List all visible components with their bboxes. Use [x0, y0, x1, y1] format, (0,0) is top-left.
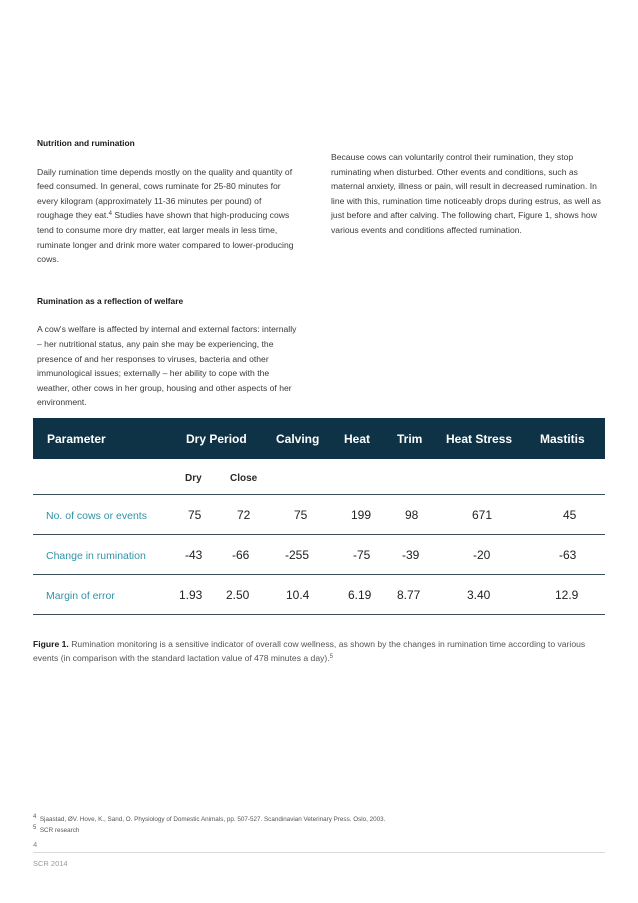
footnote-4: $^4$ Sjaastad, ØV. Hove, K., Sand, O. Physiology of Domestic Animals, pp. 507-527. Scandinavian Veterinary Press. Oslo, 2003. [33, 814, 386, 823]
section-text-nutrition: Daily rumination time depends mostly on the quality and quantity of feed consumed. In general, cows ruminate for 25-80 minutes for every kilogram (approximately 11-36 minutes per pound) of roughage they eat.$^4$ Studies have shown that high-producing cows tend to consume more dry matter, eat larger meals in less time, ruminate longer and drink more water compared to lower-producing cows. [37, 166, 294, 265]
footnote-ref-4: 4 [108, 211, 113, 218]
section-heading-welfare: Rumination as a reflection of welfare [37, 295, 184, 306]
cell-mastitis: 45 [563, 508, 577, 522]
header-heat: Heat [344, 431, 371, 446]
figure-caption [33, 637, 608, 665]
caption-label: Figure 1. [33, 639, 69, 649]
cell-calving: 10.4 [286, 588, 310, 602]
section-text-welfare: A cow's welfare is affected by internal and external factors: internally – her nutritional status, any pain she may be experiencing, the presence of and her responses to viruses, bacteria and other immunological issues; externally – her ability to cope with the weather, other cows in her group, housing and other aspects of her environment. [37, 324, 297, 408]
cell-mastitis: 12.9 [555, 588, 579, 602]
cell-dry: 75 [188, 508, 202, 522]
cell-heat: 6.19 [348, 588, 372, 602]
cell-close: 72 [237, 508, 251, 522]
cell-heat: -75 [353, 548, 371, 562]
cell-heat-stress: 3.40 [467, 588, 491, 602]
cell-trim: -39 [402, 548, 420, 562]
footnote-5: $^5$ SCR research [33, 825, 80, 834]
footnotes [33, 814, 385, 836]
table-header [33, 418, 605, 459]
cell-calving: -255 [285, 548, 310, 562]
left-column [37, 136, 299, 410]
table-row [33, 535, 605, 575]
table-subheader [33, 459, 605, 495]
footer-text: SCR 2014 [33, 859, 68, 868]
header-heat-stress: Heat Stress [446, 431, 513, 446]
cell-mastitis: -63 [559, 548, 577, 562]
footnote-ref-5: 5 [329, 654, 333, 660]
cell-trim: 8.77 [397, 588, 421, 602]
caption-text: Rumination monitoring is a sensitive indicator of overall cow wellness, as shown by the changes in rumination time according to various events (in comparison with the standard lactation value of 478 minutes a day). [33, 639, 586, 663]
cell-dry: -43 [185, 548, 203, 562]
section-heading-nutrition: Nutrition and rumination [37, 138, 135, 148]
cell-close: 2.50 [226, 588, 250, 602]
table-row [33, 575, 605, 615]
page-number: 4 [33, 840, 38, 849]
row-label: Margin of error [46, 590, 115, 602]
cell-dry: 1.93 [179, 588, 203, 602]
cell-close: -66 [232, 548, 250, 562]
right-column [331, 150, 603, 238]
header-mastitis: Mastitis [540, 431, 585, 446]
cell-heat: 199 [351, 508, 372, 522]
table-row [33, 495, 605, 535]
cell-heat-stress: -20 [473, 548, 491, 562]
header-trim: Trim [397, 431, 423, 446]
row-label: Change in rumination [46, 550, 146, 562]
right-column-text: Because cows can voluntarily control their rumination, they stop ruminating when disturbed. Other events and conditions, such as maternal anxiety, illness or pain, will result in decreased rumination. In line with this, rumination time noticeably drops during estrus, as well as just before and after calving. The following chart, Figure 1, shows how various events and conditions affected rumination. [331, 152, 601, 235]
header-calving: Calving [276, 431, 320, 446]
row-label: No. of cows or events [46, 510, 147, 522]
subheader-dry: Dry [185, 473, 202, 484]
rumination-table [33, 418, 605, 615]
header-parameter: Parameter [47, 431, 106, 446]
subheader-close: Close [230, 473, 258, 484]
cell-heat-stress: 671 [472, 508, 493, 522]
cell-trim: 98 [405, 508, 419, 522]
footer-divider [33, 852, 605, 853]
cell-calving: 75 [294, 508, 308, 522]
header-dry-period: Dry Period [186, 431, 247, 446]
